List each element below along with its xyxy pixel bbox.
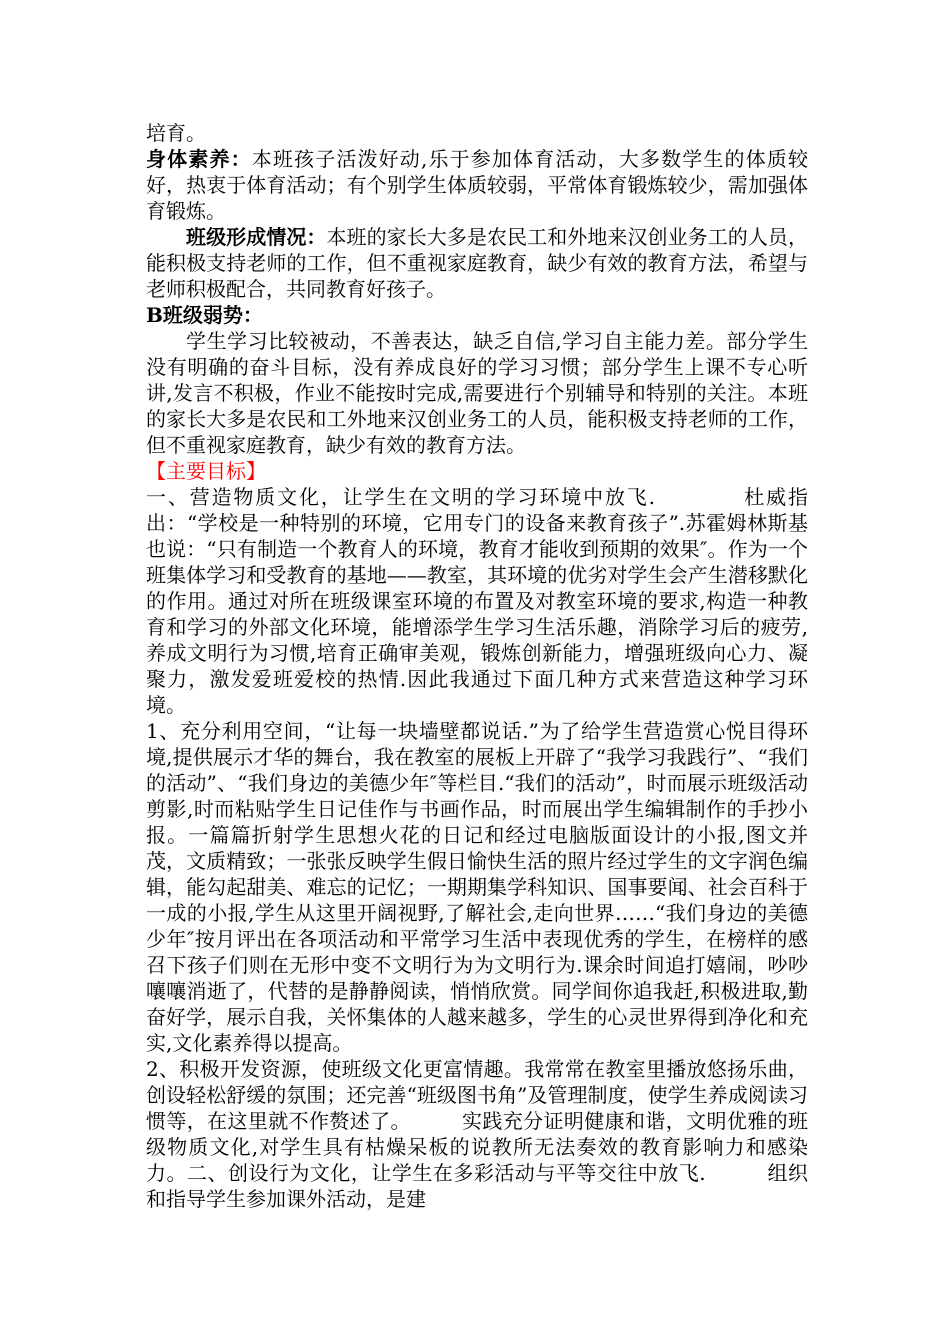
paragraph-text: 1、充分利用空间，“让每一块墙壁都说话.”为了给学生营造赏心悦目得环境,提供展示才华的舞台，我在教室的展板上开辟了“我学习我践行”、“我们的活动”、“我们身边的美德少年″等栏目.“我们的活动”，时而展示班级活动剪影,时而粘贴学生日记佳作与书画作品，时而展出学生编辑制作的手抄小报。一篇篇折射学生思想火花的日记和经过电脑版面设计的小报,图文并茂，文质精致；一张张反映学生假日愉快生活的照片经过学生的文字润色编辑，能勾起甜美、难忘的记忆；一期期集学科知识、国事要闻、社会百科于一成的小报,学生从这里开阔视野,了解社会,走向世界……“我们身边的美德少年″按月评出在各项活动和平常学习生活中表现优秀的学生，在榜样的感召下孩子们则在无形中变不文明行为为文明行为.课余时间追打嬉闹，吵吵嚷嚷消逝了，代替的是静静阅读，悄悄欣赏。同学间你追我赶,积极进取,勤奋好学，展示自我，关怀集体的人越来越多，学生的心灵世界得到净化和充实,文化素养得以提高。 bbox=[146, 719, 808, 1055]
paragraph-continuation bbox=[146, 120, 808, 146]
paragraph-text: 【主要目标】 bbox=[146, 459, 266, 483]
paragraph-lead: B班级弱势： bbox=[146, 303, 263, 327]
paragraph-class-formation bbox=[146, 224, 808, 302]
paragraph-physical-quality bbox=[146, 146, 808, 224]
document-page bbox=[146, 120, 808, 1212]
paragraph-text: 一、营造物质文化，让学生在文明的学习环境中放飞. 杜威指出：“学校是一种特别的环境，它用专门的设备来教育孩子”.苏霍姆林斯基也说：“只有制造一个教育人的环境，教育才能收到预期的效果″。作为一个班集体学习和受教育的基地——教室，其环境的优劣对学生会产生潜移默化的作用。通过对所在班级课室环境的布置及对教室环境的要求,构造一种教育和学习的外部文化环境，能增添学生学习生活乐趣，消除学习后的疲劳,养成文明行为习惯,培育正确审美观，锻炼创新能力，增强班级向心力、凝聚力，激发爱班爱校的热情.因此我通过下面几种方式来营造这种学习环境。 bbox=[146, 485, 808, 717]
paragraph-lead: 班级形成情况： bbox=[186, 225, 327, 249]
section-heading-weakness bbox=[146, 302, 808, 328]
paragraph-lead: 身体素养： bbox=[146, 147, 252, 171]
section-heading-main-goals bbox=[146, 458, 808, 484]
paragraph-text: 本班的家长大多是农民工和外地来汉创业务工的人员，能积极支持老师的工作，但不重视家庭教育，缺少有效的教育方法，希望与老师积极配合，共同教育好孩子。 bbox=[146, 225, 809, 301]
paragraph-develop-resources bbox=[146, 1056, 808, 1212]
paragraph-use-space bbox=[146, 718, 808, 1056]
paragraph-text: 学生学习比较被动，不善表达，缺乏自信,学习自主能力差。部分学生没有明确的奋斗目标，没有养成良好的学习习惯；部分学生上课不专心听讲,发言不积极，作业不能按时完成,需要进行个别辅导和特别的关注。本班的家长大多是农民和工外地来汉创业务工的人员，能积极支持老师的工作，但不重视家庭教育，缺少有效的教育方法。 bbox=[146, 329, 808, 457]
paragraph-text: 本班孩子活泼好动,乐于参加体育活动，大多数学生的体质较好，热衷于体育活动；有个别学生体质较弱，平常体育锻炼较少，需加强体育锻炼。 bbox=[146, 147, 808, 223]
paragraph-text: 2、积极开发资源，使班级文化更富情趣。我常常在教室里播放悠扬乐曲，创设轻松舒缓的氛围；还完善“班级图书角”及管理制度，使学生养成阅读习惯等，在这里就不作赘述了。 实践充分证明健康和谐，文明优雅的班级物质文化,对学生具有枯燥呆板的说教所无法奏效的教育影响力和感染力。二、创设行为文化，让学生在多彩活动与平等交往中放飞. 组织和指导学生参加课外活动，是建 bbox=[146, 1057, 808, 1211]
paragraph-material-culture bbox=[146, 484, 808, 718]
paragraph-text: 培育。 bbox=[146, 121, 206, 145]
paragraph-weakness-detail bbox=[146, 328, 808, 458]
